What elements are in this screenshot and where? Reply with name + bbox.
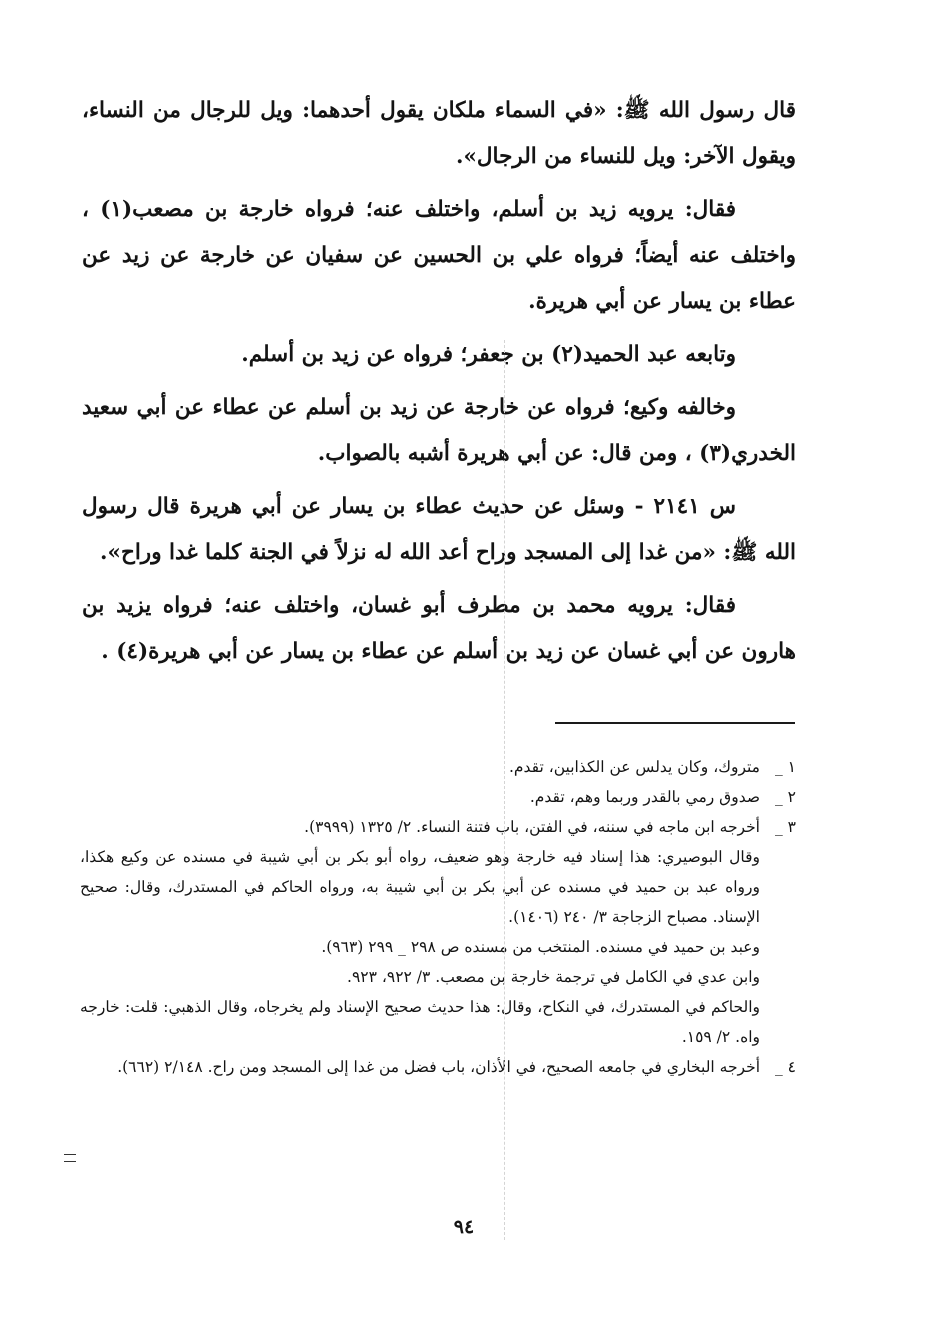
question-number: س ٢١٤١ - [634,494,736,519]
footnote-2 [80,782,796,812]
main-text [82,88,796,682]
page-number: ٩٤ [453,1216,475,1238]
footnote-number: ٣ _ [774,818,796,836]
paragraph-hadith-intro: قال رسول الله ﷺ: «في السماء ملكان يقول أحدهما: ويل للرجال من النساء، ويقول الآخر: ويل للنساء من الرجال». [82,98,796,169]
footnote-number: ١ _ [774,758,796,776]
footnote-text: أخرجه ابن ماجه في سننه، في الفتن، باب فتنة النساء. ٢/ ١٣٢٥ (٣٩٩٩). [304,818,760,836]
footnotes [80,752,796,1082]
footnote-number: ٤ _ [774,1058,796,1076]
footnote-3-ibn-adi: وابن عدي في الكامل في ترجمة خارجة بن مصعب. ٣/ ٩٢٢، ٩٢٣. [347,968,760,986]
footnote-number: ٢ _ [774,788,796,806]
question-text: وسئل عن حديث عطاء بن يسار عن أبي هريرة قال رسول الله ﷺ: «من غدا إلى المسجد وراح أعد الله له نزلاً في الجنة كلما غدا وراح». [82,494,796,565]
scan-fold-line [504,340,505,1240]
footnote-3-busiri: وقال البوصيري: هذا إسناد فيه خارجة وهو ضعيف، رواه أبو بكر بن أبي شيبة في مسنده عن وكيع هكذا، ورواه عبد بن حميد في مسنده عن أبي بكر بن أبي شيبة به، ورواه الحاكم في المستدرك، وقال: صحيح الإسناد. مصباح الزجاجة ٣/ ٢٤٠ (١٤٠٦). [80,848,760,926]
paragraph-follow-up: وتابعه عبد الحميد(٢) بن جعفر؛ فرواه عن زيد بن أسلم. [241,342,736,367]
footnote-separator [555,722,795,724]
paragraph-disagreement: وخالفه وكيع؛ فرواه عن خارجة عن زيد بن أسلم عن عطاء عن أبي سعيد الخدري(٣) ، ومن قال: عن أبي هريرة أشبه بالصواب. [82,395,796,466]
footnote-3-abd-bin-humaid: وعبد بن حميد في مسنده. المنتخب من مسنده ص ٢٩٨ _ ٢٩٩ (٩٦٣). [321,938,760,956]
paragraph-answer-2: فقال: يرويه محمد بن مطرف أبو غسان، واختلف عنه؛ فرواه يزيد بن هارون عن أبي غسان عن زيد بن أسلم عن عطاء بن يسار عن أبي هريرة(٤) . [82,593,796,664]
footnote-1 [80,752,796,782]
margin-mark [64,1154,76,1162]
paragraph-question-2141 [82,484,796,576]
footnote-text: متروك، وكان يدلس عن الكذابين، تقدم. [508,758,760,776]
footnote-3-hakim: والحاكم في المستدرك، في النكاح، وقال: هذا حديث صحيح الإسناد ولم يخرجاه، وقال الذهبي: قلت: خارجه واه. ٢/ ١٥٩. [80,998,760,1046]
paragraph-answer-1: فقال: يرويه زيد بن أسلم، واختلف عنه؛ فرواه خارجة بن مصعب(١) ، واختلف عنه أيضاً؛ فرواه علي بن الحسين عن سفيان عن خارجة عن زيد عن عطاء بن يسار عن أبي هريرة. [82,197,796,314]
footnote-text: أخرجه البخاري في جامعه الصحيح، في الأذان، باب فضل من غدا إلى المسجد ومن راح. ٢/١٤٨ (٦٦٢). [117,1058,760,1076]
footnote-3 [80,812,796,842]
footnote-4 [80,1052,796,1082]
footnote-text: صدوق رمي بالقدر وربما وهم، تقدم. [529,788,760,806]
